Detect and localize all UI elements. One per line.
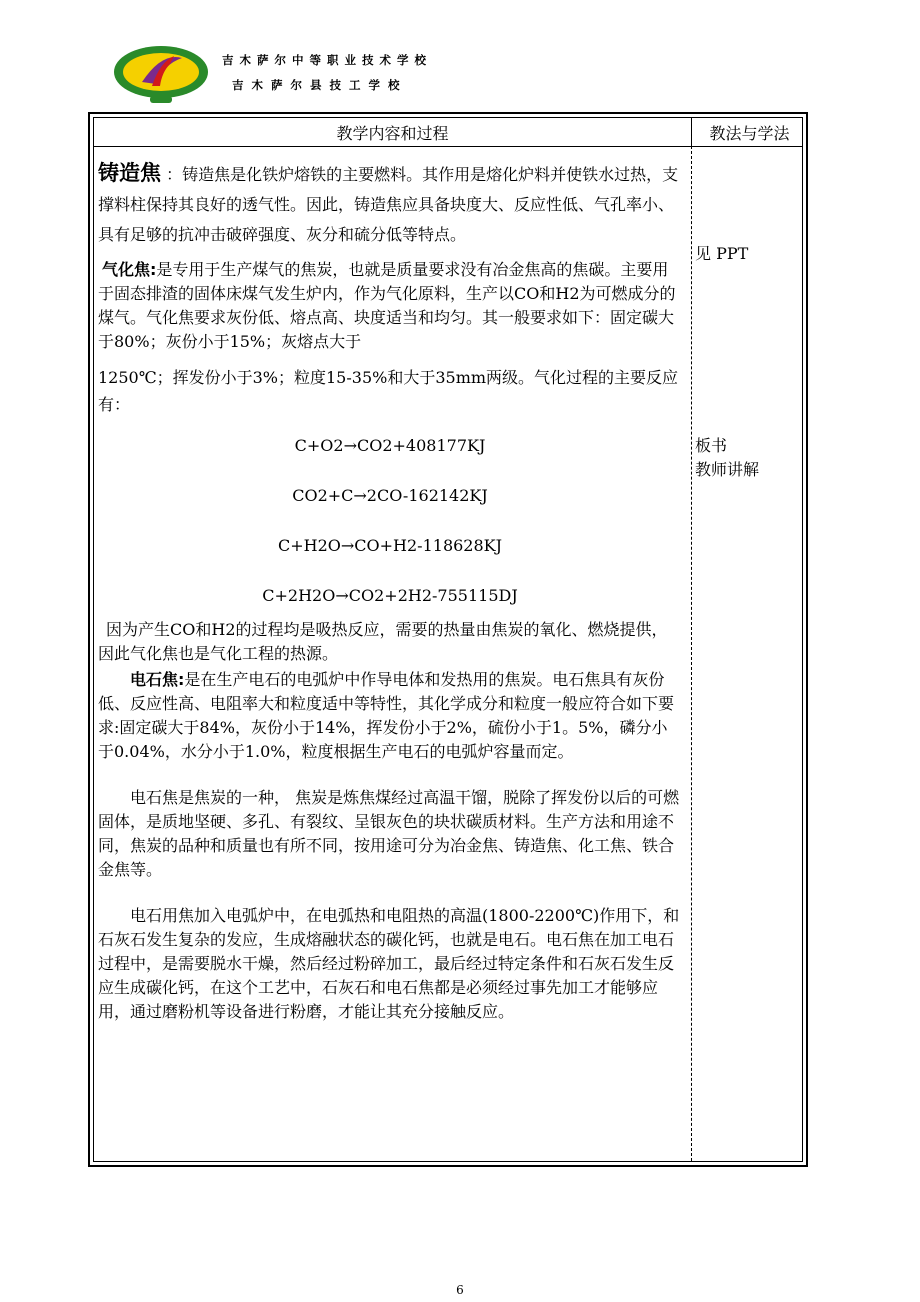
lesson-table <box>88 112 808 1167</box>
page-header <box>112 42 532 104</box>
method-teacher-explain: 教师讲解 <box>695 460 760 479</box>
term-gasification-coke: 气化焦: <box>102 260 157 279</box>
school-logo-icon <box>112 42 210 104</box>
paragraph-heat-source: 因为产生CO和H2的过程均是吸热反应，需要的热量由焦炭的氧化、燃烧提供，因此气化焦也是气化工程的热源。 <box>98 620 668 663</box>
lesson-content <box>98 158 682 1024</box>
paragraph-gasification-coke: 气化焦:是专用于生产煤气的焦炭，也就是质量要求没有冶金焦高的焦碳。主要用于固态排渣的固体床煤气发生炉内，作为气化原料，生产以CO和H2为可燃成分的煤气。气化焦要求灰份低、熔点高、块度适当和均匀。其一般要求如下：固定碳大于80%；灰份小于15%；灰熔点大于 <box>98 260 676 351</box>
term-carbide-coke: 电石焦: <box>130 670 185 689</box>
column-header-method: 教法与学法 <box>709 124 790 143</box>
paragraph-foundry-coke: 铸造焦 ：铸造焦是化铁炉熔铁的主要燃料。其作用是熔化炉料并使铁水过热，支撑料柱保持其良好的透气性。因此，铸造焦应具备块度大、反应性低、气孔率小、具有足够的抗冲击破碎强度、灰分和硫分低等特点。 <box>98 161 679 244</box>
term-foundry-coke: 铸造焦 <box>98 161 161 185</box>
school-name-secondary: 吉木萨尔县技工学校 <box>232 78 408 92</box>
equation-1: C+O2→CO2+408177KJ <box>294 436 486 455</box>
method-ppt: 见 PPT <box>695 244 749 263</box>
equation-3: C+H2O→CO+H2-118628KJ <box>277 536 503 555</box>
page-number: 6 <box>456 1283 464 1297</box>
school-name-primary: 吉木萨尔中等职业技术学校 <box>222 53 432 67</box>
paragraph-carbide-process: 电石用焦加入电弧炉中，在电弧热和电阻热的高温(1800-2200℃)作用下，和石灰石发生复杂的发应，生成熔融状态的碳化钙，也就是电石。电石焦在加工电石过程中，是需要脱水干燥，然后经过粉碎加工，最后经过特定条件和石灰石发生反应生成碳化钙，在这个工艺中，石灰石和电石焦都是必须经过事先加工才能够应用，通过磨粉机等设备进行粉磨，才能让其充分接触反应。 <box>98 906 680 1021</box>
paragraph-gasification-coke-cont: 1250℃；挥发份小于3%；粒度15-35%和大于35mm两级。气化过程的主要反应有： <box>98 368 679 414</box>
paragraph-coke-overview: 电石焦是焦炭的一种， 焦炭是炼焦煤经过高温干馏，脱除了挥发份以后的可燃固体，是质地坚硬、多孔、有裂纹、呈银灰色的块状碳质材料。生产方法和用途不同，焦炭的品种和质量也有所不同，按用途可分为冶金焦、铸造焦、化工焦、铁合金焦等。 <box>98 788 680 879</box>
paragraph-carbide-coke: 电石焦:是在生产电石的电弧炉中作导电体和发热用的焦炭。电石焦具有灰份低、反应性高、电阻率大和粒度适中等特性，其化学成分和粒度一般应符合如下要求:固定碳大于84%，灰份小于14%，挥发份小于2%，硫份小于1。5%，磷分小于0.04%，水分小于1.0%，粒度根据生产电石的电弧炉容量而定。 <box>98 670 675 761</box>
column-header-content: 教学内容和过程 <box>336 124 449 143</box>
method-blackboard: 板书 <box>695 436 728 455</box>
equation-2: CO2+C→2CO-162142KJ <box>292 486 488 505</box>
equation-4: C+2H2O→CO2+2H2-755115DJ <box>262 586 518 605</box>
